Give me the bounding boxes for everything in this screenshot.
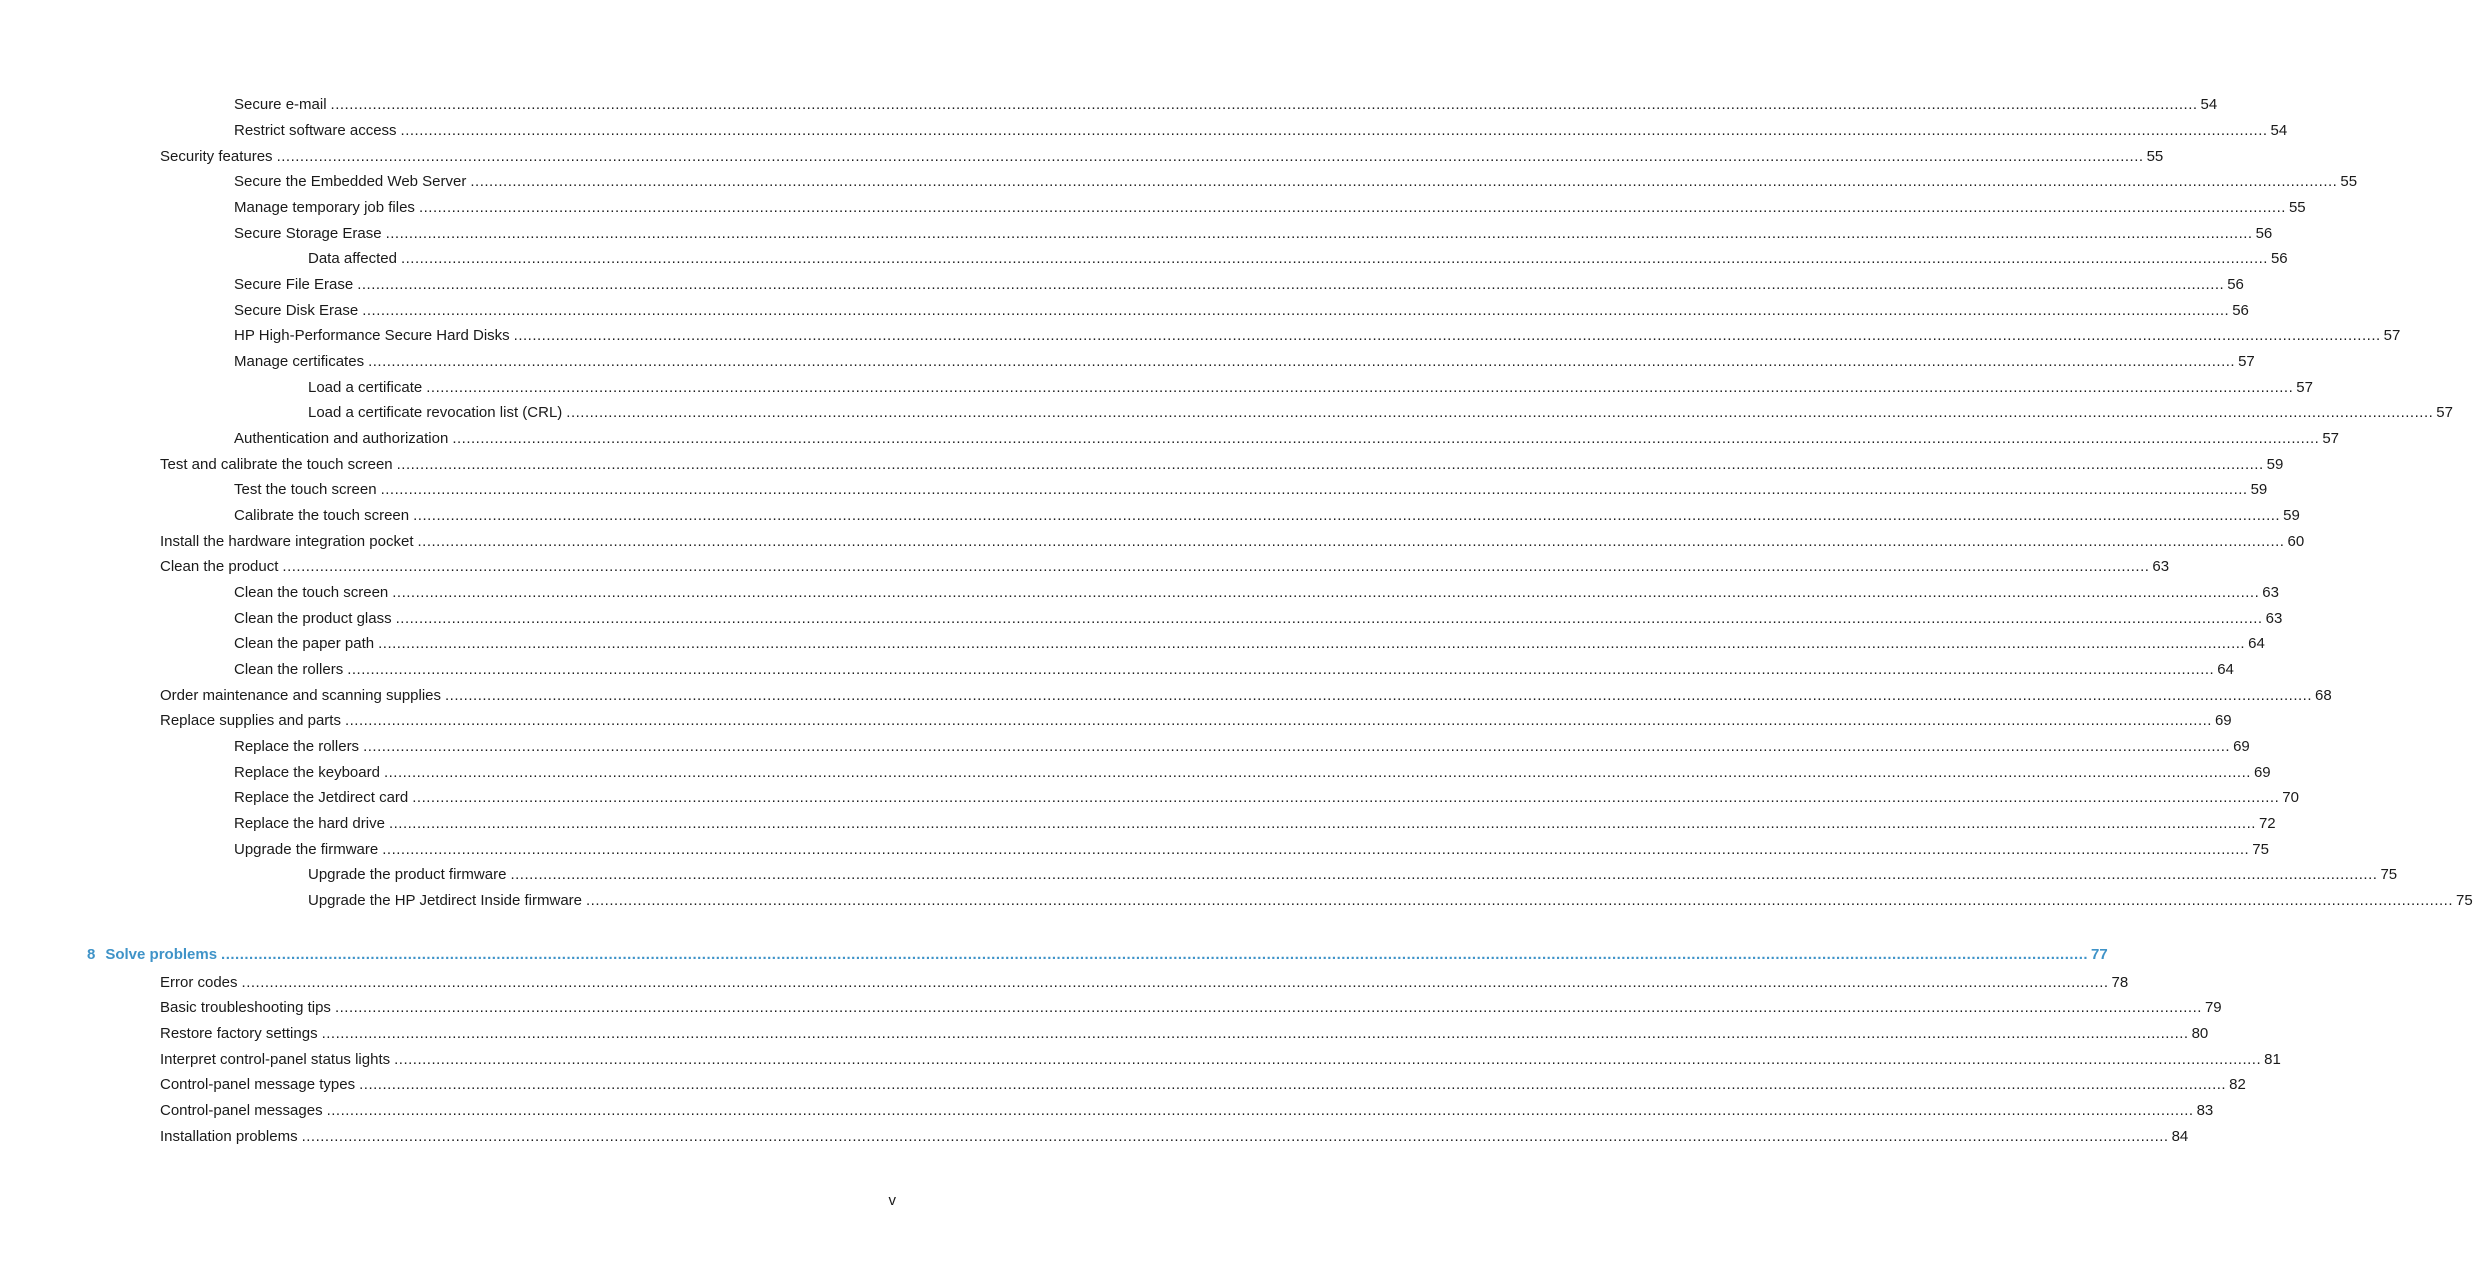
toc-entry-title: Upgrade the firmware	[234, 841, 379, 858]
toc-entry-title: Secure e-mail	[234, 96, 327, 113]
toc-entry[interactable]	[234, 634, 2265, 654]
toc-entry-title: Load a certificate	[308, 379, 423, 396]
toc-dot-leader: ................................................................................................................................................................................................................................................................................................................................................................................................................	[321, 1025, 2189, 1042]
toc-entry-title: Control-panel messages	[160, 1102, 323, 1119]
toc-dot-leader: ................................................................................................................................................................................................................................................................................................................................................................................................................	[426, 379, 2294, 396]
toc-entry-title: Manage temporary job files	[234, 199, 415, 216]
toc-dot-leader: ................................................................................................................................................................................................................................................................................................................................................................................................................	[301, 1128, 2169, 1145]
toc-entry[interactable]	[234, 480, 2268, 500]
toc-entry-title: Test and calibrate the touch screen	[160, 456, 393, 473]
toc-dot-leader: ................................................................................................................................................................................................................................................................................................................................................................................................................	[413, 507, 2281, 524]
toc-entry[interactable]	[160, 1101, 2214, 1121]
toc-dot-leader: ................................................................................................................................................................................................................................................................................................................................................................................................................	[392, 584, 2260, 601]
toc-entry[interactable]	[234, 172, 2358, 192]
toc-dot-leader: ................................................................................................................................................................................................................................................................................................................................................................................................................	[282, 558, 2150, 575]
toc-dot-leader: ................................................................................................................................................................................................................................................................................................................................................................................................................	[385, 225, 2253, 242]
toc-page-number: 64	[2217, 661, 2234, 678]
toc-entry-title: Replace supplies and parts	[160, 712, 341, 729]
toc-entry[interactable]	[160, 1075, 2246, 1095]
toc-entry[interactable]	[160, 532, 2305, 552]
toc-entry-title: Test the touch screen	[234, 481, 377, 498]
toc-entry[interactable]	[234, 429, 2340, 449]
toc-dot-leader: ................................................................................................................................................................................................................................................................................................................................................................................................................	[357, 276, 2225, 293]
toc-page-number: 56	[2227, 276, 2244, 293]
toc-entry[interactable]	[234, 660, 2234, 680]
toc-entry[interactable]	[160, 1050, 2281, 1070]
toc-entry-title: Authentication and authorization	[234, 430, 449, 447]
toc-dot-leader: ................................................................................................................................................................................................................................................................................................................................................................................................................	[586, 892, 2454, 909]
toc-entry-title: Secure the Embedded Web Server	[234, 173, 467, 190]
toc-entry[interactable]	[160, 147, 2164, 167]
toc-page-number: 69	[2253, 764, 2271, 781]
toc-page-number: 57	[2296, 379, 2313, 396]
toc-entry-title: Clean the rollers	[234, 661, 344, 678]
toc-page-number: 57	[2238, 353, 2255, 370]
toc-dot-leader: ................................................................................................................................................................................................................................................................................................................................................................................................................	[378, 635, 2246, 652]
toc-chapter-entry[interactable]	[87, 945, 2108, 965]
toc-dot-leader: ................................................................................................................................................................................................................................................................................................................................................................................................................	[241, 974, 2109, 991]
toc-page-number: 59	[2266, 456, 2284, 473]
toc-page-number: 59	[2250, 481, 2268, 498]
toc-page-number: 60	[2287, 533, 2305, 550]
toc-page-number: 75	[2456, 892, 2473, 909]
toc-dot-leader: ................................................................................................................................................................................................................................................................................................................................................................................................................	[412, 789, 2280, 806]
toc-entry[interactable]	[160, 1127, 2189, 1147]
toc-entry[interactable]	[234, 95, 2218, 115]
toc-entry-title: Replace the Jetdirect card	[234, 789, 409, 806]
toc-entry[interactable]	[234, 609, 2283, 629]
toc-dot-leader: ................................................................................................................................................................................................................................................................................................................................................................................................................	[400, 122, 2268, 139]
toc-page-number: 68	[2315, 687, 2332, 704]
toc-entry[interactable]	[160, 998, 2222, 1018]
toc-dot-leader: ................................................................................................................................................................................................................................................................................................................................................................................................................	[276, 148, 2144, 165]
toc-page-number: 80	[2191, 1025, 2209, 1042]
toc-entry-title: Install the hardware integration pocket	[160, 533, 414, 550]
toc-entry[interactable]	[308, 378, 2313, 398]
toc-page-number: 55	[2288, 199, 2306, 216]
toc-entry[interactable]	[234, 301, 2249, 321]
toc-entry-title: Clean the product	[160, 558, 279, 575]
toc-dot-leader: ................................................................................................................................................................................................................................................................................................................................................................................................................	[383, 764, 2251, 781]
toc-entry-title: Upgrade the HP Jetdirect Inside firmware	[308, 892, 583, 909]
toc-entry[interactable]	[308, 249, 2288, 269]
toc-entry[interactable]	[234, 814, 2276, 834]
toc-entry[interactable]	[234, 763, 2271, 783]
toc-dot-leader: ................................................................................................................................................................................................................................................................................................................................................................................................................	[394, 1051, 2262, 1068]
toc-entry-title: Load a certificate revocation list (CRL)	[308, 404, 563, 421]
toc-entry-title: Restore factory settings	[160, 1025, 318, 1042]
toc-entry-title: Secure Disk Erase	[234, 302, 359, 319]
toc-dot-leader: ................................................................................................................................................................................................................................................................................................................................................................................................................	[417, 533, 2285, 550]
toc-entry-title: Data affected	[308, 250, 397, 267]
toc-entry-title: Security features	[160, 148, 273, 165]
toc-page-number: 82	[2229, 1076, 2246, 1093]
toc-page-number: 63	[2262, 584, 2279, 601]
toc-entry-title: Installation problems	[160, 1128, 298, 1145]
toc-entry[interactable]	[234, 224, 2273, 244]
toc-entry[interactable]	[160, 711, 2232, 731]
toc-entry-title: Upgrade the product firmware	[308, 866, 507, 883]
toc-page-number: 64	[2248, 635, 2265, 652]
toc-dot-leader: ................................................................................................................................................................................................................................................................................................................................................................................................................	[445, 687, 2313, 704]
toc-dot-leader: ................................................................................................................................................................................................................................................................................................................................................................................................................	[396, 456, 2264, 473]
toc-page-number: 56	[2270, 250, 2288, 267]
toc-entry[interactable]	[234, 840, 2269, 860]
toc-entry[interactable]	[160, 557, 2170, 577]
toc-page-number: 83	[2196, 1102, 2214, 1119]
toc-entry-title: Clean the touch screen	[234, 584, 389, 601]
toc-dot-leader: ................................................................................................................................................................................................................................................................................................................................................................................................................	[513, 327, 2381, 344]
toc-page-number: 70	[2282, 789, 2299, 806]
toc-entry-title: Replace the hard drive	[234, 815, 385, 832]
toc-page-number: 72	[2258, 815, 2276, 832]
toc-entry-title: Clean the product glass	[234, 610, 392, 627]
toc-entry[interactable]	[234, 326, 2401, 346]
toc-entry[interactable]	[234, 352, 2255, 372]
toc-page-number: 69	[2233, 738, 2250, 755]
toc-entry-title: Manage certificates	[234, 353, 365, 370]
page-number-folio: v	[888, 1192, 896, 1209]
toc-dot-leader: ................................................................................................................................................................................................................................................................................................................................................................................................................	[395, 610, 2263, 627]
toc-entry-title: Interpret control-panel status lights	[160, 1051, 391, 1068]
toc-page-number: 84	[2171, 1128, 2189, 1145]
toc-page-number: 79	[2204, 999, 2222, 1016]
toc-entry-title: Control-panel message types	[160, 1076, 356, 1093]
toc-dot-leader: ................................................................................................................................................................................................................................................................................................................................................................................................................	[347, 661, 2215, 678]
toc-dot-leader: ................................................................................................................................................................................................................................................................................................................................................................................................................	[344, 712, 2212, 729]
toc-entry-title: Order maintenance and scanning supplies	[160, 687, 442, 704]
toc-entry[interactable]	[234, 737, 2250, 757]
toc-dot-leader: ................................................................................................................................................................................................................................................................................................................................................................................................................	[368, 353, 2236, 370]
toc-page-number: 78	[2111, 974, 2129, 991]
toc-page-number: 55	[2340, 173, 2358, 190]
toc-page-number: 57	[2436, 404, 2453, 421]
toc-dot-leader: ................................................................................................................................................................................................................................................................................................................................................................................................................	[388, 815, 2256, 832]
toc-entry-title: Error codes	[160, 974, 238, 991]
toc-entry[interactable]	[308, 891, 2473, 911]
toc-dot-leader: ................................................................................................................................................................................................................................................................................................................................................................................................................	[326, 1102, 2194, 1119]
toc-entry-title: Clean the paper path	[234, 635, 375, 652]
toc-entry-title: Calibrate the touch screen	[234, 507, 410, 524]
toc-entry-title: Secure Storage Erase	[234, 225, 382, 242]
toc-page-number: 56	[2255, 225, 2273, 242]
toc-chapter-title: Solve problems	[105, 946, 218, 963]
toc-page-number: 81	[2264, 1051, 2281, 1068]
toc-page-number: 63	[2152, 558, 2170, 575]
toc-entry[interactable]	[234, 121, 2288, 141]
toc-page-number: 63	[2265, 610, 2283, 627]
toc-page-number: 69	[2214, 712, 2232, 729]
toc-dot-leader: ................................................................................................................................................................................................................................................................................................................................................................................................................	[510, 866, 2378, 883]
toc-entry-title: Replace the keyboard	[234, 764, 380, 781]
toc-page-number: 55	[2146, 148, 2164, 165]
toc-dot-leader: ................................................................................................................................................................................................................................................................................................................................................................................................................	[221, 946, 2089, 963]
toc-page-number: 54	[2270, 122, 2288, 139]
toc-entry[interactable]	[308, 403, 2453, 423]
toc-dot-leader: ................................................................................................................................................................................................................................................................................................................................................................................................................	[566, 404, 2434, 421]
toc-page-number: 57	[2322, 430, 2340, 447]
toc-dot-leader: ................................................................................................................................................................................................................................................................................................................................................................................................................	[400, 250, 2268, 267]
toc-dot-leader: ................................................................................................................................................................................................................................................................................................................................................................................................................	[359, 1076, 2227, 1093]
toc-page-number: 57	[2383, 327, 2401, 344]
toc-entry[interactable]	[234, 506, 2300, 526]
toc-entry[interactable]	[160, 973, 2129, 993]
toc-page-number: 54	[2200, 96, 2218, 113]
toc-entry[interactable]	[234, 583, 2279, 603]
toc-dot-leader: ................................................................................................................................................................................................................................................................................................................................................................................................................	[334, 999, 2202, 1016]
toc-dot-leader: ................................................................................................................................................................................................................................................................................................................................................................................................................	[418, 199, 2286, 216]
toc-dot-leader: ................................................................................................................................................................................................................................................................................................................................................................................................................	[330, 96, 2198, 113]
toc-entry-title: HP High-Performance Secure Hard Disks	[234, 327, 510, 344]
toc-page-number: 77	[2091, 946, 2108, 963]
toc-entry[interactable]	[160, 1024, 2209, 1044]
toc-page-number: 56	[2232, 302, 2249, 319]
toc-entry[interactable]	[160, 455, 2284, 475]
toc-entry[interactable]	[234, 198, 2306, 218]
toc-entry-title: Replace the rollers	[234, 738, 360, 755]
toc-entry-title: Restrict software access	[234, 122, 397, 139]
toc-dot-leader: ................................................................................................................................................................................................................................................................................................................................................................................................................	[380, 481, 2248, 498]
toc-entry-title	[87, 945, 221, 965]
toc-entry[interactable]	[160, 686, 2332, 706]
toc-page-number: 59	[2283, 507, 2300, 524]
toc-dot-leader: ................................................................................................................................................................................................................................................................................................................................................................................................................	[382, 841, 2250, 858]
toc-entry-title: Secure File Erase	[234, 276, 354, 293]
toc-entry[interactable]	[234, 788, 2299, 808]
toc-dot-leader: ................................................................................................................................................................................................................................................................................................................................................................................................................	[362, 302, 2230, 319]
toc-dot-leader: ................................................................................................................................................................................................................................................................................................................................................................................................................	[363, 738, 2231, 755]
toc-page-number: 75	[2252, 841, 2269, 858]
toc-page-number: 75	[2380, 866, 2398, 883]
toc-entry-title: Basic troubleshooting tips	[160, 999, 331, 1016]
toc-entry[interactable]	[234, 275, 2244, 295]
toc-dot-leader: ................................................................................................................................................................................................................................................................................................................................................................................................................	[470, 173, 2338, 190]
toc-chapter-number: 8	[87, 946, 96, 963]
toc-entry[interactable]	[308, 865, 2398, 885]
toc-dot-leader: ................................................................................................................................................................................................................................................................................................................................................................................................................	[452, 430, 2320, 447]
